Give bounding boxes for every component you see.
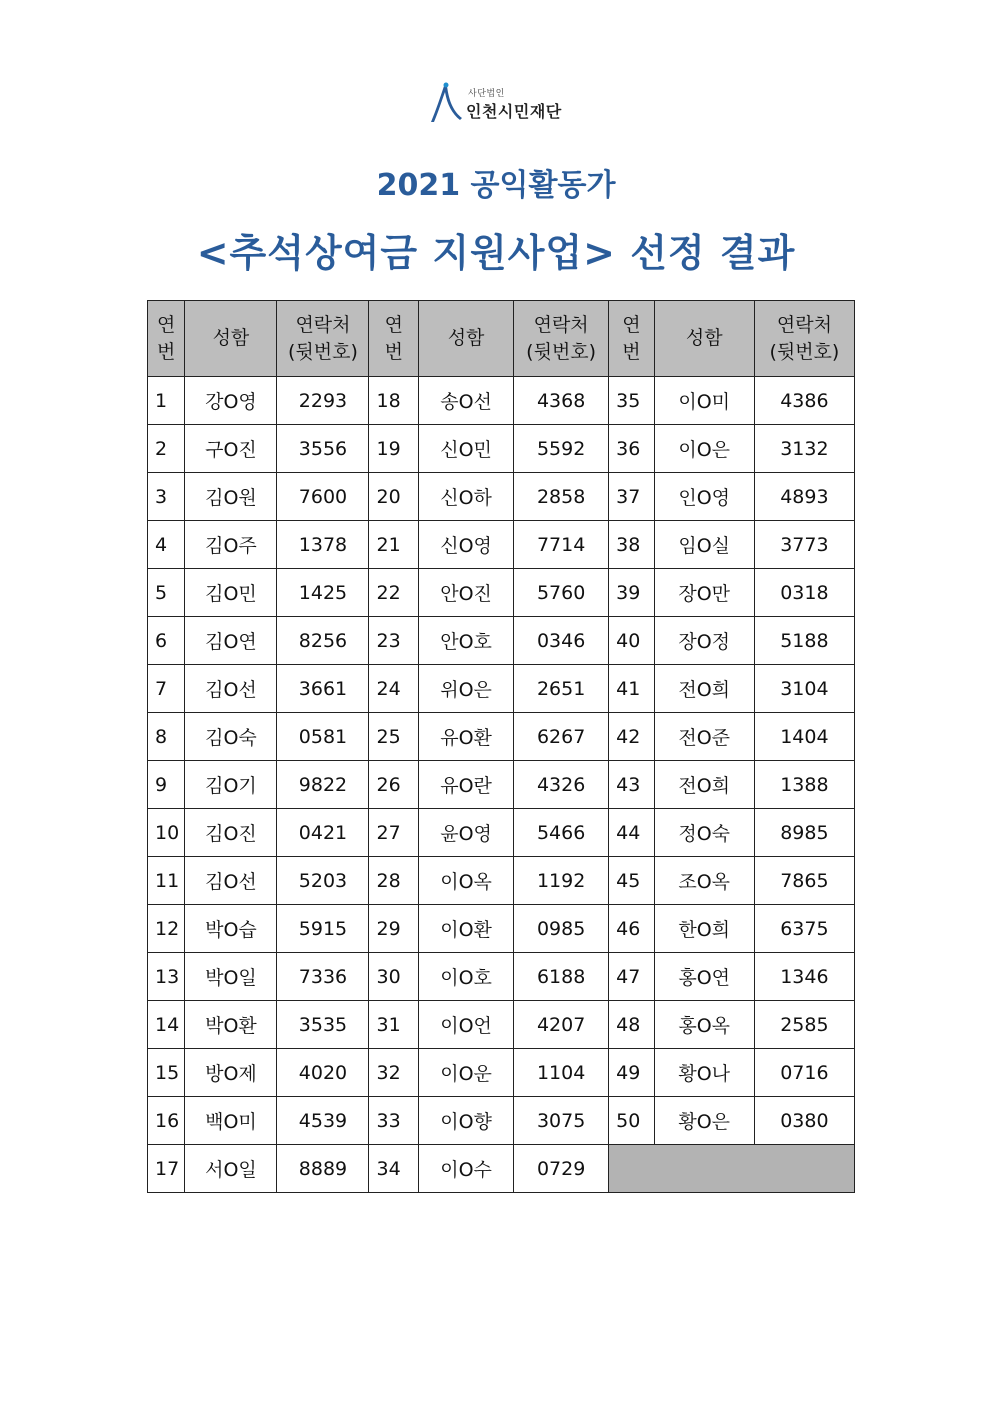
person-name: 전O희 (654, 761, 754, 809)
row-number: 10 (148, 809, 185, 857)
person-name: 송O선 (419, 377, 514, 425)
row-number: 28 (369, 857, 419, 905)
contact-digits: 4539 (277, 1097, 369, 1145)
contact-digits: 3132 (754, 425, 854, 473)
person-name: 김O숙 (185, 713, 277, 761)
person-name: 김O연 (185, 617, 277, 665)
row-number: 3 (148, 473, 185, 521)
person-name: 김O선 (185, 857, 277, 905)
table-row (148, 953, 855, 1001)
person-name: 이O옥 (419, 857, 514, 905)
contact-digits: 2585 (754, 1001, 854, 1049)
table-row (148, 425, 855, 473)
person-name: 이O수 (419, 1145, 514, 1193)
table-row (148, 569, 855, 617)
contact-digits: 1104 (514, 1049, 609, 1097)
table-row (148, 1097, 855, 1145)
row-number: 4 (148, 521, 185, 569)
row-number: 26 (369, 761, 419, 809)
header-contact: 연락처 (뒷번호) (754, 301, 854, 377)
row-number: 50 (609, 1097, 655, 1145)
contact-digits: 0985 (514, 905, 609, 953)
row-number: 43 (609, 761, 655, 809)
person-name: 홍O옥 (654, 1001, 754, 1049)
contact-digits: 3661 (277, 665, 369, 713)
row-number: 8 (148, 713, 185, 761)
row-number: 6 (148, 617, 185, 665)
row-number: 41 (609, 665, 655, 713)
row-number: 35 (609, 377, 655, 425)
person-name: 황O나 (654, 1049, 754, 1097)
person-name: 이O향 (419, 1097, 514, 1145)
row-number: 29 (369, 905, 419, 953)
contact-digits: 8256 (277, 617, 369, 665)
row-number: 17 (148, 1145, 185, 1193)
contact-digits: 0421 (277, 809, 369, 857)
table-row (148, 713, 855, 761)
header-name: 성함 (185, 301, 277, 377)
contact-digits: 7714 (514, 521, 609, 569)
contact-digits: 4020 (277, 1049, 369, 1097)
contact-digits: 2293 (277, 377, 369, 425)
table-row (148, 617, 855, 665)
contact-digits: 0716 (754, 1049, 854, 1097)
row-number: 38 (609, 521, 655, 569)
header-contact: 연락처 (뒷번호) (514, 301, 609, 377)
contact-digits: 5188 (754, 617, 854, 665)
person-name: 안O진 (419, 569, 514, 617)
person-name: 유O환 (419, 713, 514, 761)
row-number: 19 (369, 425, 419, 473)
person-name: 신O영 (419, 521, 514, 569)
contact-digits: 0380 (754, 1097, 854, 1145)
row-number: 40 (609, 617, 655, 665)
contact-digits: 3773 (754, 521, 854, 569)
row-number: 47 (609, 953, 655, 1001)
results-table (147, 300, 855, 1193)
contact-digits: 7336 (277, 953, 369, 1001)
contact-digits: 5915 (277, 905, 369, 953)
row-number: 24 (369, 665, 419, 713)
contact-digits: 5203 (277, 857, 369, 905)
person-name: 장O정 (654, 617, 754, 665)
row-number: 33 (369, 1097, 419, 1145)
row-number: 11 (148, 857, 185, 905)
row-number: 39 (609, 569, 655, 617)
table-header-row (148, 301, 855, 377)
contact-digits: 2858 (514, 473, 609, 521)
table-row (148, 857, 855, 905)
contact-digits: 7865 (754, 857, 854, 905)
person-name: 이O미 (654, 377, 754, 425)
contact-digits: 3075 (514, 1097, 609, 1145)
contact-digits: 1346 (754, 953, 854, 1001)
person-name: 전O준 (654, 713, 754, 761)
row-number: 25 (369, 713, 419, 761)
contact-digits: 4326 (514, 761, 609, 809)
row-number: 46 (609, 905, 655, 953)
contact-digits: 0318 (754, 569, 854, 617)
person-name: 이O환 (419, 905, 514, 953)
contact-digits: 4207 (514, 1001, 609, 1049)
row-number: 9 (148, 761, 185, 809)
contact-digits: 1425 (277, 569, 369, 617)
table-row (148, 761, 855, 809)
person-name: 이O운 (419, 1049, 514, 1097)
row-number: 18 (369, 377, 419, 425)
row-number: 7 (148, 665, 185, 713)
contact-digits: 4368 (514, 377, 609, 425)
contact-digits: 2651 (514, 665, 609, 713)
person-name: 박O일 (185, 953, 277, 1001)
contact-digits: 1192 (514, 857, 609, 905)
header-contact: 연락처 (뒷번호) (277, 301, 369, 377)
row-number: 27 (369, 809, 419, 857)
person-name: 유O란 (419, 761, 514, 809)
contact-digits: 3535 (277, 1001, 369, 1049)
page-title: 2021 공익활동가 (376, 168, 616, 203)
header-name: 성함 (419, 301, 514, 377)
contact-digits: 0729 (514, 1145, 609, 1193)
person-name: 방O제 (185, 1049, 277, 1097)
foundation-logo (430, 82, 570, 130)
contact-digits: 8889 (277, 1145, 369, 1193)
table-row (148, 665, 855, 713)
person-name: 김O민 (185, 569, 277, 617)
row-number: 5 (148, 569, 185, 617)
person-name: 김O기 (185, 761, 277, 809)
person-name: 이O호 (419, 953, 514, 1001)
table-row (148, 473, 855, 521)
row-number: 20 (369, 473, 419, 521)
row-number: 22 (369, 569, 419, 617)
row-number: 15 (148, 1049, 185, 1097)
person-name: 신O민 (419, 425, 514, 473)
contact-digits: 0581 (277, 713, 369, 761)
table-row (148, 905, 855, 953)
person-name: 김O원 (185, 473, 277, 521)
person-name: 이O언 (419, 1001, 514, 1049)
row-number: 37 (609, 473, 655, 521)
table-row (148, 521, 855, 569)
person-name: 윤O영 (419, 809, 514, 857)
logo-mark-icon (430, 82, 466, 128)
contact-digits: 6375 (754, 905, 854, 953)
header-no: 연 번 (609, 301, 655, 377)
header-no: 연 번 (369, 301, 419, 377)
contact-digits: 9822 (277, 761, 369, 809)
table-row (148, 377, 855, 425)
person-name: 황O은 (654, 1097, 754, 1145)
person-name: 이O은 (654, 425, 754, 473)
row-number: 2 (148, 425, 185, 473)
person-name: 김O선 (185, 665, 277, 713)
table-row (148, 1049, 855, 1097)
person-name: 홍O연 (654, 953, 754, 1001)
row-number: 36 (609, 425, 655, 473)
row-number: 16 (148, 1097, 185, 1145)
contact-digits: 1388 (754, 761, 854, 809)
row-number: 13 (148, 953, 185, 1001)
row-number: 23 (369, 617, 419, 665)
empty-cell (609, 1145, 855, 1193)
person-name: 김O진 (185, 809, 277, 857)
row-number: 12 (148, 905, 185, 953)
contact-digits: 4386 (754, 377, 854, 425)
row-number: 49 (609, 1049, 655, 1097)
person-name: 전O희 (654, 665, 754, 713)
row-number: 44 (609, 809, 655, 857)
row-number: 31 (369, 1001, 419, 1049)
row-number: 42 (609, 713, 655, 761)
table-row (148, 1001, 855, 1049)
person-name: 임O실 (654, 521, 754, 569)
header-no: 연 번 (148, 301, 185, 377)
person-name: 신O하 (419, 473, 514, 521)
person-name: 강O영 (185, 377, 277, 425)
page-subtitle: <추석상여금 지원사업> 선정 결과 (196, 231, 796, 275)
person-name: 안O호 (419, 617, 514, 665)
contact-digits: 6188 (514, 953, 609, 1001)
header-name: 성함 (654, 301, 754, 377)
table-row (148, 1145, 855, 1193)
person-name: 박O환 (185, 1001, 277, 1049)
row-number: 45 (609, 857, 655, 905)
row-number: 21 (369, 521, 419, 569)
person-name: 한O희 (654, 905, 754, 953)
person-name: 정O숙 (654, 809, 754, 857)
contact-digits: 7600 (277, 473, 369, 521)
contact-digits: 3104 (754, 665, 854, 713)
person-name: 김O주 (185, 521, 277, 569)
person-name: 구O진 (185, 425, 277, 473)
contact-digits: 6267 (514, 713, 609, 761)
row-number: 30 (369, 953, 419, 1001)
person-name: 위O은 (419, 665, 514, 713)
contact-digits: 5592 (514, 425, 609, 473)
row-number: 32 (369, 1049, 419, 1097)
person-name: 박O습 (185, 905, 277, 953)
person-name: 백O미 (185, 1097, 277, 1145)
contact-digits: 1404 (754, 713, 854, 761)
person-name: 인O영 (654, 473, 754, 521)
logo-subtitle: 사단법인 (468, 89, 505, 99)
contact-digits: 0346 (514, 617, 609, 665)
person-name: 장O만 (654, 569, 754, 617)
row-number: 14 (148, 1001, 185, 1049)
row-number: 48 (609, 1001, 655, 1049)
contact-digits: 4893 (754, 473, 854, 521)
table-row (148, 809, 855, 857)
row-number: 34 (369, 1145, 419, 1193)
person-name: 서O일 (185, 1145, 277, 1193)
contact-digits: 1378 (277, 521, 369, 569)
contact-digits: 8985 (754, 809, 854, 857)
contact-digits: 3556 (277, 425, 369, 473)
contact-digits: 5760 (514, 569, 609, 617)
row-number: 1 (148, 377, 185, 425)
contact-digits: 5466 (514, 809, 609, 857)
logo-name: 인천시민재단 (466, 102, 562, 121)
person-name: 조O옥 (654, 857, 754, 905)
